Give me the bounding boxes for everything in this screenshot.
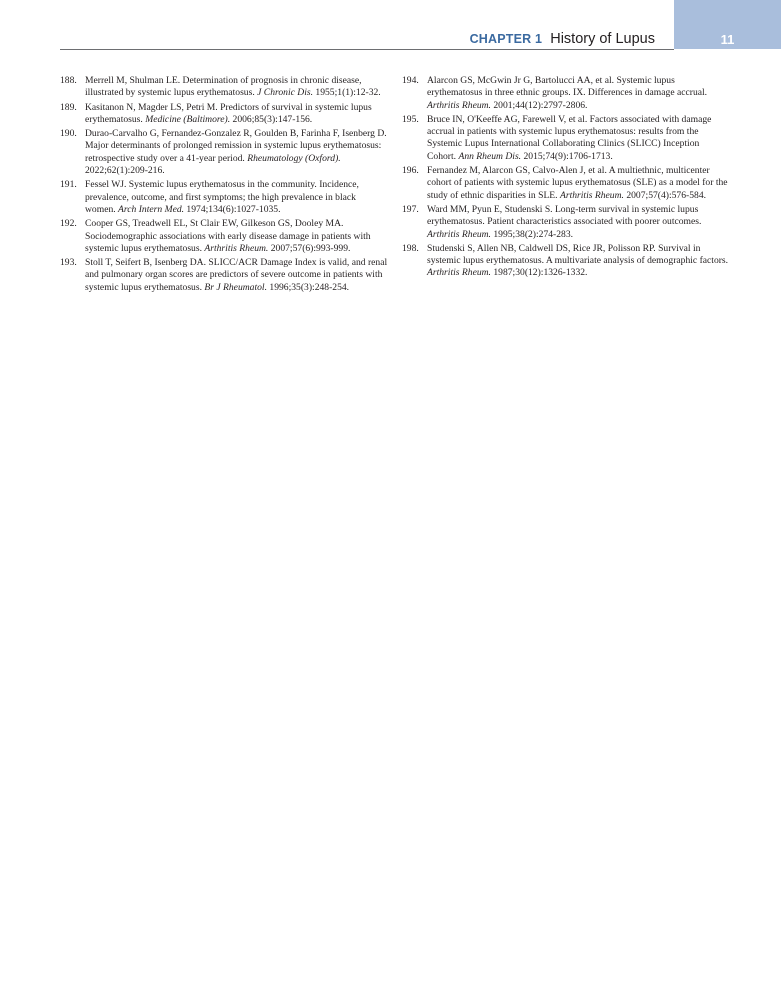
reference-journal: Ann Rheum Dis. [458,150,522,162]
reference-citation: 2022;62(1):209-216. [85,165,165,177]
reference-citation: 1955;1(1):12-32. [313,87,381,99]
reference-item [402,75,730,112]
reference-journal: Medicine (Baltimore). [145,113,231,125]
reference-text: Durao-Carvalho G, Fernandez-Gonzalez R, Goulden B, Farinha F, Isenberg D. Major determinants of prolonged remission in systemic lupus erythematosus: retrospective study over a 41-year period. [85,128,387,164]
reference-citation: 1974;134(6):1027-1035. [184,203,281,215]
reference-citation: 1996;35(3):248-254. [267,281,350,293]
reference-text: Merrell M, Shulman LE. Determination of prognosis in chronic disease, illustrated by systemic lupus erythematosus. [85,75,362,99]
reference-item [60,102,388,127]
reference-citation: 1995;38(2):274-283. [490,228,574,240]
reference-number: 194. [402,75,419,86]
reference-item [402,243,730,280]
running-header [470,31,655,47]
reference-citation: 2007;57(6):993-999. [268,242,351,254]
reference-item [60,257,388,294]
reference-citation: 2006;85(3):147-156. [230,113,313,125]
reference-text: Cooper GS, Treadwell EL, St Clair EW, Gilkeson GS, Dooley MA. Sociodemographic associations with early disease damage in patients with systemic lupus erythematosus. [85,218,371,254]
reference-text: Stoll T, Seifert B, Isenberg DA. SLICC/ACR Damage Index is valid, and renal and pulmonary organ scores are predictors of severe outcome in patients with systemic lupus erythematosus. [85,257,388,293]
reference-item [402,165,730,202]
reference-item [60,75,388,100]
reference-text: Alarcon GS, McGwin Jr G, Bartolucci AA, et al. Systemic lupus erythematosus in three ethnic groups. IX. Differences in damage accrual. [427,75,708,99]
reference-number: 188. [60,75,77,86]
reference-item [60,128,388,177]
reference-text: Kasitanon N, Magder LS, Petri M. Predictors of survival in systemic lupus erythematosus. [85,101,372,125]
reference-item [402,114,730,163]
reference-journal: Arch Intern Med. [118,203,185,215]
chapter-label: CHAPTER 1 [469,32,543,46]
reference-number: 198. [402,242,419,254]
reference-item [60,179,388,216]
reference-item [60,218,388,255]
reference-text: Fernandez M, Alarcon GS, Calvo-Alen J, et al. A multiethnic, multicenter cohort of patients with systemic lupus erythematosus (SLE) as a model for the study of ethnic disparities in SLE. [427,165,728,201]
reference-text: Bruce IN, O'Keeffe AG, Farewell V, et al. Factors associated with damage accrual in patients with systemic lupus erythematosus: results from the Systemic Lupus International Collaborating Clinics (SLICC) Inception Cohort. [427,113,712,162]
reference-journal: Br J Rheumatol. [204,281,267,293]
page-number-tab [674,0,781,49]
reference-journal: Arthritis Rheum. [427,267,491,279]
reference-text: Fessel WJ. Systemic lupus erythematosus in the community. Incidence, prevalence, outcome, and first symptoms; the high prevalence in black women. [85,179,359,215]
reference-number: 196. [402,165,419,177]
reference-number: 197. [402,203,419,215]
references-left-column [60,75,388,296]
reference-citation: 2015;74(9):1706-1713. [521,150,613,162]
reference-journal: J Chronic Dis. [257,87,314,99]
reference-number: 193. [60,257,77,269]
reference-number: 189. [60,101,77,113]
reference-number: 195. [402,113,419,125]
reference-citation: 1987;30(12):1326-1332. [490,267,588,279]
reference-item [402,204,730,241]
reference-text: Studenski S, Allen NB, Caldwell DS, Rice JR, Polisson RP. Survival in systemic lupus erythematosus. A multivariate analysis of demographic factors. [427,242,729,267]
reference-number: 191. [60,179,77,191]
reference-number: 190. [60,128,77,140]
reference-number: 192. [60,218,77,230]
chapter-title: History of Lupus [550,31,655,47]
reference-journal: Arthritis Rheum. [204,242,269,254]
reference-text: Ward MM, Pyun E, Studenski S. Long-term survival in systemic lupus erythematosus. Patient characteristics associated with poorer outcomes. [427,203,702,228]
header-rule [60,49,674,50]
reference-citation: 2001;44(12):2797-2806. [490,99,588,111]
references-right-column [402,75,730,282]
page-number: 11 [720,32,735,47]
reference-journal: Arthritis Rheum. [427,228,491,240]
reference-citation: 2007;57(4):576-584. [623,189,707,201]
reference-journal: Rheumatology (Oxford). [247,152,341,164]
reference-journal: Arthritis Rheum. [559,189,624,201]
reference-journal: Arthritis Rheum. [427,99,491,111]
